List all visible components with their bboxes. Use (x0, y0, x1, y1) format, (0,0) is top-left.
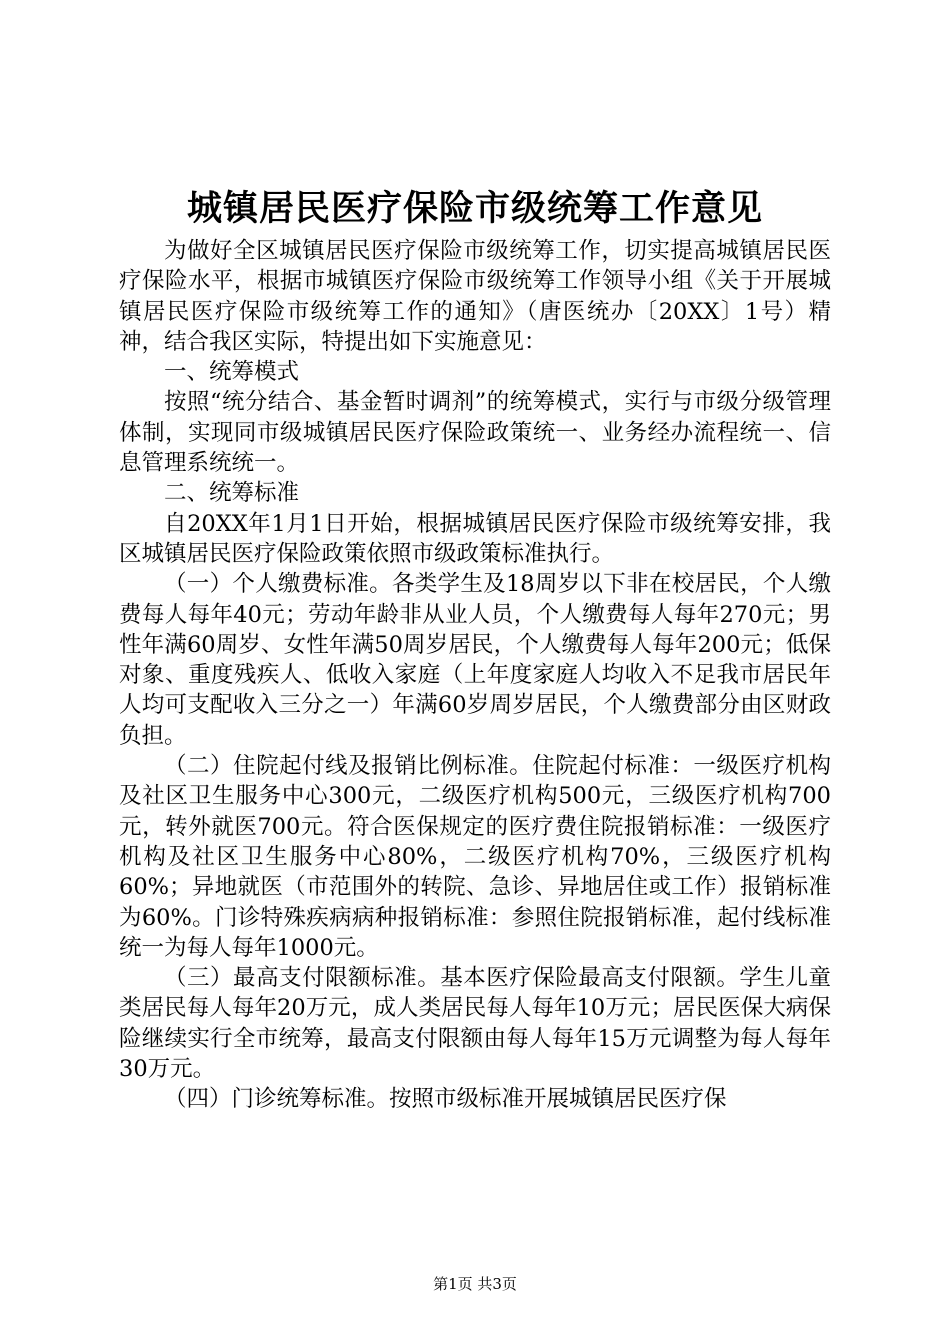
paragraph-intro: 为做好全区城镇居民医疗保险市级统筹工作，切实提高城镇居民医疗保险水平，根据市城镇医疗保险市级统筹工作领导小组《关于开展城镇居民医疗保险市级统筹工作的通知》（唐医统办〔20XX〕1号）精神，结合我区实际，特提出如下实施意见： (119, 238, 831, 355)
paragraph-item-4: （四）门诊统筹标准。按照市级标准开展城镇居民医疗保 (164, 1086, 727, 1113)
section-heading-1: 一、统筹模式 (164, 359, 300, 386)
section-heading-2: 二、统筹标准 (164, 480, 300, 507)
paragraph-item-1: （一）个人缴费标准。各类学生及18周岁以下非在校居民，个人缴费每人每年40元；劳动年龄非从业人员，个人缴费每人每年270元；男性年满60周岁、女性年满50周岁居民，个人缴费每人每年200元；低保对象、重度残疾人、低收入家庭（上年度家庭人均收入不足我市居民年人均可支配收入三分之一）年满60岁周岁居民，个人缴费部分由区财政负担。 (119, 571, 831, 749)
paragraph-item-3: （三）最高支付限额标准。基本医疗保险最高支付限额。学生儿童类居民每人每年20万元，成人类居民每人每年10万元；居民医保大病保险继续实行全市统筹，最高支付限额由每人每年15万元调整为每人每年30万元。 (119, 965, 831, 1083)
paragraph-standard: 自20XX年1月1日开始，根据城镇居民医疗保险市级统筹安排，我区城镇居民医疗保险政策依照市级政策标准执行。 (119, 510, 831, 567)
paragraph-model: 按照“统分结合、基金暂时调剂”的统筹模式，实行与市级分级管理体制，实现同市级城镇居民医疗保险政策统一、业务经办流程统一、信息管理系统统一。 (119, 389, 831, 477)
page-footer: 第1页 共3页 (433, 1275, 517, 1293)
document-body (119, 236, 831, 1115)
paragraph-item-2: （二）住院起付线及报销比例标准。住院起付标准：一级医疗机构及社区卫生服务中心300元，二级医疗机构500元，三级医疗机构700元，转外就医700元。符合医保规定的医疗费住院报销标准：一级医疗机构及社区卫生服务中心80%，二级医疗机构70%，三级医疗机构60%；异地就医（市范围外的转院、急诊、异地居住或工作）报销标准为60%。门诊特殊疾病病种报销标准：参照住院报销标准，起付线标准统一为每人每年1000元。 (119, 753, 831, 961)
document-title: 城镇居民医疗保险市级统筹工作意见 (186, 188, 763, 229)
